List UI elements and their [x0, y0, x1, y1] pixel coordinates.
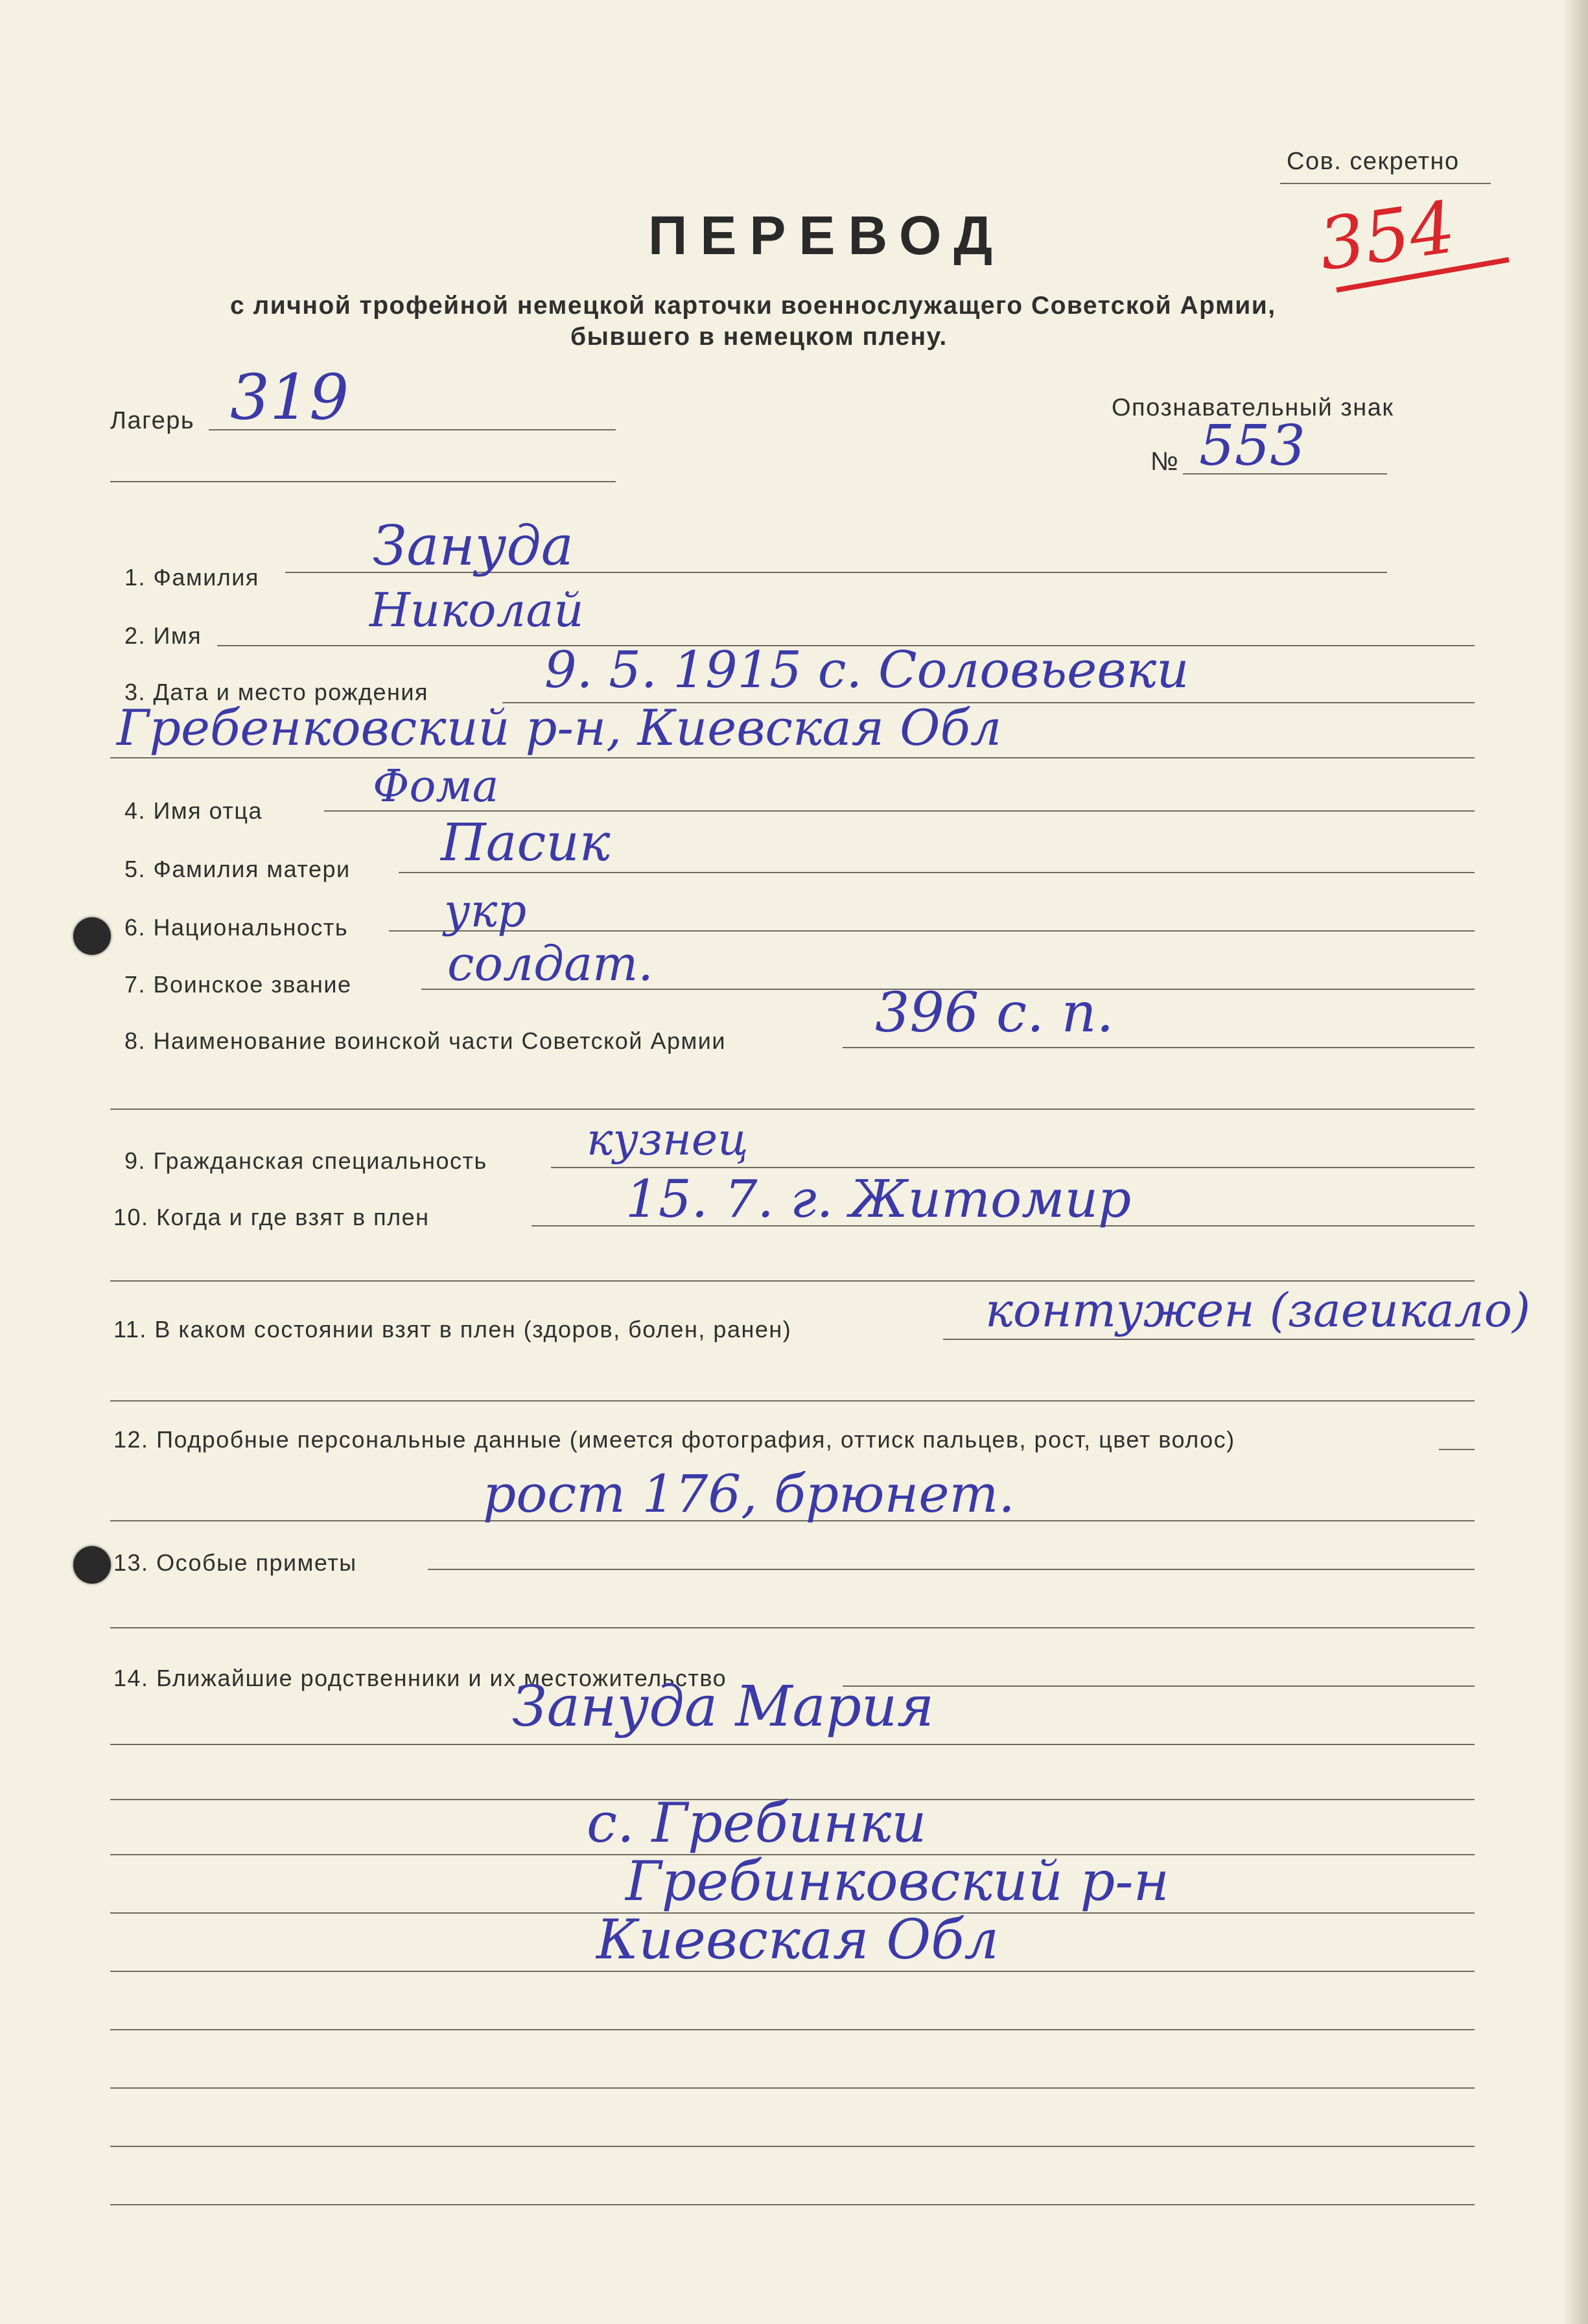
field-10-value: 15. 7. г. Житомир — [625, 1169, 1132, 1229]
subtitle-line-2: бывшего в немецком плену. — [570, 323, 948, 351]
page-edge-shadow — [1562, 0, 1588, 2324]
field-14-line-2 — [110, 1744, 1475, 1745]
field-12-value: рост 176, брюнет. — [483, 1464, 1015, 1524]
field-6-number: 6. — [124, 914, 146, 941]
punch-hole-upper — [73, 917, 111, 955]
field-8-text: Наименование воинской части Советской Армии — [153, 1027, 726, 1054]
field-3-value: 9. 5. 1915 с. Соловьевки — [544, 641, 1189, 699]
field-14-text: Ближайшие родственники и их местожительство — [156, 1665, 727, 1691]
page-title: ПЕРЕВОД — [648, 205, 1006, 266]
field-12-line — [1439, 1449, 1475, 1450]
field-8-number: 8. — [124, 1027, 146, 1054]
field-10-number: 10. — [113, 1204, 149, 1230]
field-14-line-8 — [110, 2087, 1475, 2089]
field-7-number: 7. — [124, 971, 146, 998]
field-5-label — [124, 856, 351, 883]
field-12-number: 12. — [113, 1426, 149, 1453]
field-10-line-2 — [110, 1280, 1475, 1282]
field-14-value: Зануда Мария — [512, 1674, 935, 1739]
id-tag-label: Опознавательный знак — [1112, 394, 1394, 421]
field-13-line-2 — [110, 1627, 1475, 1628]
field-6-label — [124, 914, 348, 941]
field-11-value: контужен (заеикало) — [985, 1283, 1531, 1337]
red-archive-number: 354 — [1314, 185, 1460, 287]
field-3-number: 3. — [124, 679, 146, 705]
field-13-label — [113, 1549, 357, 1577]
field-6-value: укр — [444, 884, 527, 937]
camp-label: Лагерь — [110, 407, 195, 434]
field-13-number: 13. — [113, 1549, 149, 1576]
field-2-number: 2. — [124, 622, 146, 649]
field-3-value-2: Гребенковский р-н, Киевская Обл — [117, 699, 1002, 757]
field-12-label — [113, 1426, 1235, 1453]
field-9-label — [124, 1147, 487, 1175]
field-4-text: Имя отца — [153, 797, 263, 824]
field-9-text: Гражданская специальность — [153, 1147, 487, 1174]
field-14-line-7 — [110, 2029, 1475, 2030]
field-14-line-10 — [110, 2204, 1475, 2205]
field-2-label — [124, 622, 202, 650]
field-8-line — [843, 1047, 1475, 1048]
field-12-text: Подробные персональные данные (имеется фотография, оттиск пальцев, рост, цвет волос) — [156, 1426, 1235, 1453]
field-7-value: солдат. — [447, 936, 653, 992]
field-14-value-4: Киевская Обл — [596, 1908, 999, 1971]
field-3-line-2 — [110, 757, 1475, 758]
field-13-text: Особые приметы — [156, 1549, 357, 1576]
field-4-label — [124, 797, 263, 825]
field-1-value: Зануда — [373, 514, 574, 578]
field-5-text: Фамилия матери — [153, 856, 351, 882]
classification-label: Сов. секретно — [1287, 148, 1460, 175]
field-8-line-2 — [110, 1109, 1475, 1110]
field-14-value-3: Гребинковский р-н — [625, 1849, 1170, 1913]
field-14-line — [843, 1685, 1475, 1687]
field-3-text: Дата и место рождения — [153, 679, 428, 705]
id-tag-value: 553 — [1199, 414, 1306, 478]
field-2-text: Имя — [153, 622, 202, 649]
field-10-text: Когда и где взят в плен — [156, 1204, 430, 1230]
field-11-line-2 — [110, 1400, 1475, 1402]
field-11-number: 11. — [113, 1316, 147, 1343]
field-14-number: 14. — [113, 1665, 149, 1691]
field-9-number: 9. — [124, 1147, 146, 1174]
field-8-label — [124, 1027, 726, 1055]
classification-underline — [1280, 183, 1491, 184]
punch-hole-lower — [73, 1546, 111, 1584]
field-1-text: Фамилия — [153, 564, 259, 591]
field-13-line — [428, 1569, 1475, 1570]
field-7-label — [124, 971, 352, 998]
field-7-text: Воинское звание — [153, 971, 352, 998]
subtitle-line-1: с личной трофейной немецкой карточки военнослужащего Советской Армии, — [230, 292, 1276, 320]
field-14-line-9 — [110, 2146, 1475, 2147]
field-5-value: Пасик — [441, 812, 611, 873]
field-6-text: Национальность — [153, 914, 349, 941]
field-4-value: Фома — [373, 761, 499, 812]
field-10-label — [113, 1204, 430, 1231]
camp-value: 319 — [230, 361, 349, 434]
field-11-line — [943, 1339, 1475, 1340]
field-11-text: В каком состоянии взят в плен (здоров, болен, ранен) — [154, 1316, 792, 1343]
id-tag-number-sign: № — [1150, 447, 1180, 476]
field-1-number: 1. — [124, 564, 146, 591]
field-14-value-2: с. Гребинки — [587, 1791, 927, 1855]
field-1-label — [124, 564, 259, 591]
field-5-number: 5. — [124, 856, 146, 882]
field-6-line — [389, 930, 1475, 932]
field-11-label — [113, 1316, 791, 1343]
camp-extra-line — [110, 481, 616, 482]
field-9-value: кузнец — [587, 1114, 749, 1166]
field-4-number: 4. — [124, 797, 146, 824]
field-8-value: 396 с. п. — [875, 981, 1114, 1044]
field-2-value: Николай — [369, 583, 584, 637]
field-9-line — [551, 1167, 1475, 1168]
